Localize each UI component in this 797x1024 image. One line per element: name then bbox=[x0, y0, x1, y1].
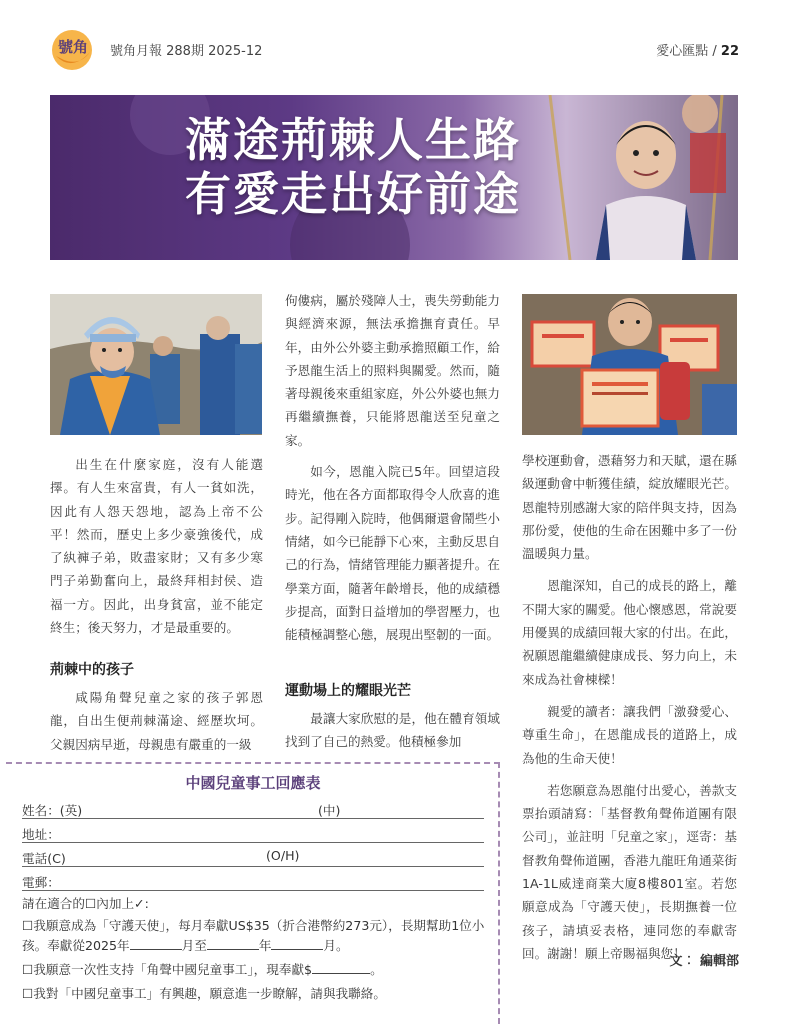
intro-paragraph: 出生在什麼家庭，沒有人能選擇。有人生來富貴，有人一貧如洗，因此有人怨天怨地，認為上帝不公平！然而，歷史上多少豪強後代，成了紈褲子弟，敗盡家財；又有多少寒門子弟勤奮向上，最終拜相封侯、造福一方。因此，出身貧富，並不能定終生；後天努力，才是最重要的。 bbox=[50, 457, 263, 636]
paragraph-6: 若您願意為恩龍付出愛心，善款支票抬頭請寫：「基督教角聲佈道團有限公司」，並註明「兒童之家」，逕寄：基督教角聲佈道團，香港九龍旺角通菜街1A-1L威達商業大廈8樓801室。若您願意成為「守護天使」，長期撫養一位孩子，請填妥表格，連同您的奉獻寄回。謝謝！願上帝賜福與您！ bbox=[522, 782, 737, 961]
address-line bbox=[22, 842, 484, 843]
title-line-1: 滿途荊棘人生路 bbox=[185, 113, 521, 167]
column-c bbox=[522, 449, 737, 974]
form-instruction: 請在適合的☐內加上✓: bbox=[22, 896, 149, 911]
paragraph-1-continued: 佝僂病，屬於殘障人士，喪失勞動能力與經濟來源，無法承擔撫育責任。早年，由外公外婆主動承擔照顧工作，給予恩龍生活上的照料與關愛。然而，隨著母親後來重組家庭，外公外婆也無力再繼續撫養，只能將恩龍送至兒童之家。 bbox=[285, 293, 500, 448]
form-title: 中國兒童事工回應表 bbox=[185, 774, 321, 792]
paragraph-2: 如今，恩龍入院已5年。回望這段時光，他在各方面都取得令人欣喜的進步。記得剛入院時，他偶爾還會鬧些小情緒，如今已能靜下心來，主動反思自己的行為，情緒管理能力顯著提升。在學業方面，隨著年齡增長，他的成績穩步提高，面對日益增加的學習壓力，也能積極調整心態，展現出堅韌的一面。 bbox=[285, 464, 500, 643]
phone-line bbox=[22, 866, 484, 867]
start-month-blank[interactable] bbox=[130, 938, 182, 950]
paragraph-5: 親愛的讀者：讓我們「激發愛心、尊重生命」，在恩龍成長的道路上，成為他的生命天使！ bbox=[522, 703, 737, 766]
paragraph-1-start: 咸陽角聲兒童之家的孩子郭恩龍，自出生便荊棘滿途、經歷坎坷。父親因病早逝，母親患有嚴重的一級 bbox=[50, 690, 263, 752]
subhead-thorny-child: 荊棘中的孩子 bbox=[50, 662, 134, 678]
issue-info: 號角月報 288期 2025-12 bbox=[110, 44, 263, 59]
title-line-2: 有愛走出好前途 bbox=[185, 167, 521, 221]
column-b-top bbox=[285, 289, 500, 646]
amount-blank[interactable] bbox=[312, 962, 370, 974]
photo-boy-certificates bbox=[522, 294, 737, 435]
article-title bbox=[185, 113, 521, 221]
section-label: 愛心匯點 / 22 bbox=[656, 44, 739, 59]
phone-field[interactable] bbox=[22, 848, 484, 867]
address-label: 地址： bbox=[22, 827, 60, 842]
byline: 文︰ 編輯部 bbox=[669, 954, 739, 969]
email-line bbox=[22, 890, 484, 891]
name-line bbox=[22, 818, 484, 819]
title-banner bbox=[50, 95, 738, 260]
page-header bbox=[0, 0, 797, 80]
address-field[interactable] bbox=[22, 824, 484, 843]
end-year-blank[interactable] bbox=[207, 938, 259, 950]
phone-c-label: 電話(C) bbox=[22, 851, 66, 866]
subhead-sports-field: 運動場上的耀眼光芒 bbox=[285, 683, 411, 699]
phone-o-label: (O/H) bbox=[266, 848, 300, 863]
response-form bbox=[6, 762, 500, 1024]
paragraph-3-start: 最讓大家欣慰的是，他在體育領域找到了自己的熱愛。他積極參加 bbox=[285, 711, 500, 750]
paragraph-4: 恩龍深知，自己的成長的路上，離不開大家的關愛。他心懷感恩，常說要用優異的成績回報大家的付出。在此，祝願恩龍繼續健康成長、努力向上，未來成為社會棟樑！ bbox=[522, 578, 737, 687]
name-field[interactable] bbox=[22, 800, 484, 819]
option-guardian-angel[interactable]: ☐我願意成為「守護天使」，每月奉獻US$35（折合港幣約273元），長期幫助1位小孩。奉獻從2025年 月至 年 月。 bbox=[22, 918, 485, 953]
photo-boy-outdoors bbox=[50, 294, 262, 435]
email-field[interactable] bbox=[22, 872, 484, 891]
page-number: 22 bbox=[720, 44, 739, 59]
end-month-blank[interactable] bbox=[271, 938, 323, 950]
option-one-time-gift[interactable]: ☐我願意一次性支持「角聲中國兒童事工」，現奉獻$ 。 bbox=[22, 962, 383, 977]
email-label: 電郵： bbox=[22, 875, 60, 890]
magazine-logo bbox=[50, 28, 96, 72]
name-en-label: 姓名：(英) bbox=[22, 803, 83, 818]
option-interested[interactable]: ☐我對「中國兒童事工」有興趣，願意進一步瞭解，請與我聯絡。 bbox=[22, 986, 386, 1001]
svg-text:號角: 號角 bbox=[58, 38, 89, 56]
name-cn-label: (中) bbox=[318, 803, 341, 818]
paragraph-3-continued: 學校運動會，憑藉努力和天賦，還在縣級運動會中斬獲佳績，綻放耀眼光芒。恩龍特別感謝大家的陪伴與支持，因為那份愛，使他的生命在困難中多了一份溫暖與力量。 bbox=[522, 453, 737, 562]
